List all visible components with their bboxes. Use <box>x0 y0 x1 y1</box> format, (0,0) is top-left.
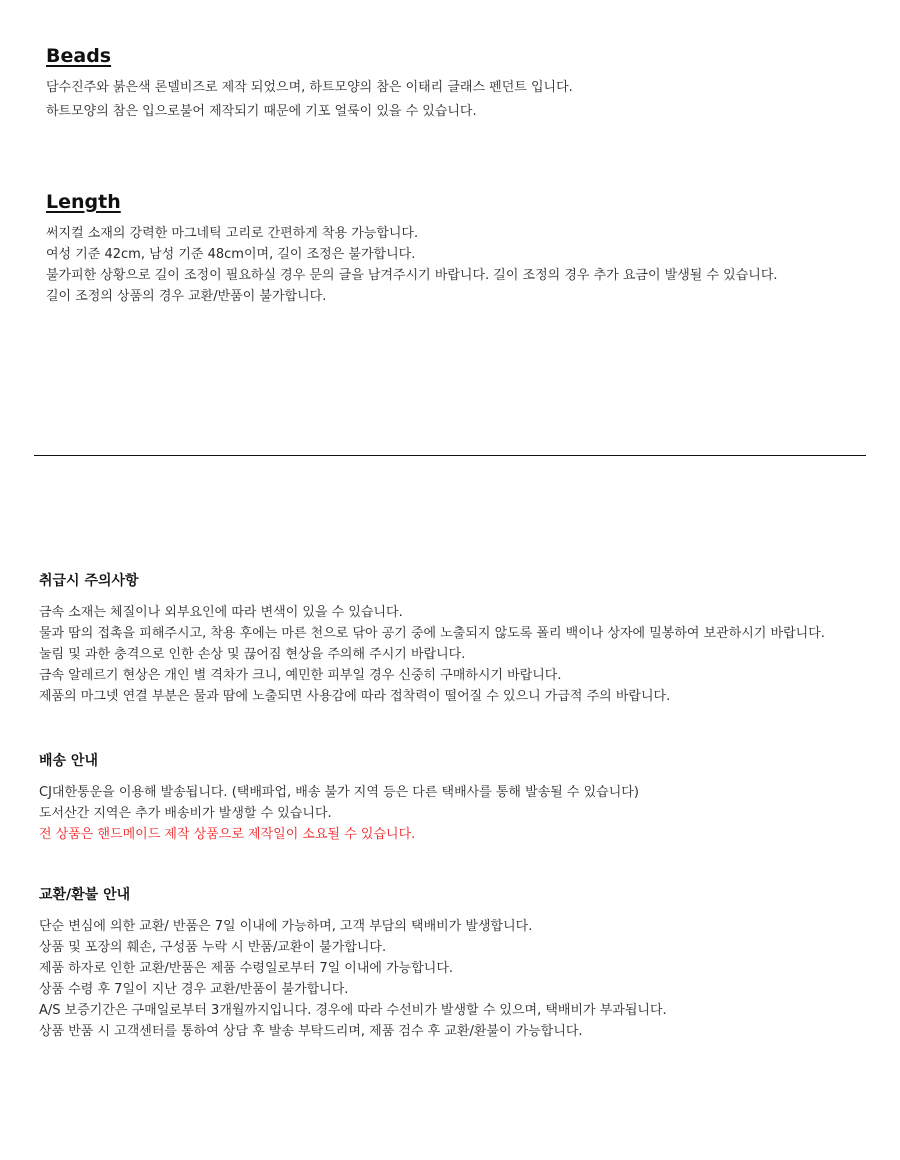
returns-line: 제품 하자로 인한 교환/반품은 제품 수령일로부터 7일 이내에 가능합니다. <box>39 961 454 976</box>
care-notice-line: 물과 땀의 접촉을 피해주시고, 착용 후에는 마른 천으로 닦아 공기 중에 노출되지 않도록 폴리 백이나 상자에 밀봉하여 보관하시기 바랍니다. <box>39 626 825 641</box>
returns-line: 상품 및 포장의 훼손, 구성품 누락 시 반품/교환이 불가합니다. <box>39 940 387 955</box>
care-notice-line: 금속 소재는 체질이나 외부요인에 따라 변색이 있을 수 있습니다. <box>39 605 403 620</box>
length-line: 써지컬 소재의 강력한 마그네틱 고리로 간편하게 착용 가능합니다. <box>46 226 419 241</box>
beads-line: 하트모양의 참은 입으로불어 제작되기 때문에 기포 얼룩이 있을 수 있습니다. <box>46 104 477 119</box>
beads-line: 담수진주와 붉은색 론델비즈로 제작 되었으며, 하트모양의 참은 이태리 글래스 펜던트 입니다. <box>46 80 573 95</box>
beads-heading: Beads <box>46 45 112 67</box>
returns-heading: 교환/환불 안내 <box>39 887 131 903</box>
beads-section <box>46 44 866 122</box>
length-line: 불가피한 상황으로 길이 조정이 필요하실 경우 문의 글을 남겨주시기 바랍니다. 길이 조정의 경우 추가 요금이 발생될 수 있습니다. <box>46 268 778 283</box>
section-divider <box>34 455 866 456</box>
care-notice-line: 제품의 마그넷 연결 부분은 물과 땀에 노출되면 사용감에 따라 접착력이 떨어질 수 있으니 가급적 주의 바랍니다. <box>39 689 671 704</box>
returns-line: A/S 보증기간은 구매일로부터 3개월까지입니다. 경우에 따라 수선비가 발생할 수 있으며, 택배비가 부과됩니다. <box>39 1003 667 1018</box>
length-line: 여성 기준 42cm, 남성 기준 48cm이며, 길이 조정은 불가합니다. <box>46 247 416 262</box>
care-notice-line: 눌림 및 과한 충격으로 인한 손상 및 끊어짐 현상을 주의해 주시기 바랍니다. <box>39 647 466 662</box>
shipping-line: CJ대한통운을 이용해 발송됩니다. (택배파업, 배송 불가 지역 등은 다른 택배사를 통해 발송될 수 있습니다) <box>39 785 639 800</box>
returns-line: 단순 변심에 의한 교환/ 반품은 7일 이내에 가능하며, 고객 부담의 택배비가 발생합니다. <box>39 919 533 934</box>
care-notice-section <box>39 571 869 707</box>
returns-line: 상품 수령 후 7일이 지난 경우 교환/반품이 불가합니다. <box>39 982 349 997</box>
care-notice-line: 금속 알레르기 현상은 개인 별 격차가 크니, 예민한 피부일 경우 신중히 구매하시기 바랍니다. <box>39 668 562 683</box>
care-notice-heading: 취급시 주의사항 <box>39 573 139 589</box>
returns-line: 상품 반품 시 고객센터를 통하여 상담 후 발송 부탁드리며, 제품 검수 후 교환/환불이 가능합니다. <box>39 1024 583 1039</box>
length-section <box>46 190 866 307</box>
shipping-heading: 배송 안내 <box>39 753 98 769</box>
shipping-line: 도서산간 지역은 추가 배송비가 발생할 수 있습니다. <box>39 806 332 821</box>
shipping-section <box>39 751 869 845</box>
length-heading: Length <box>46 191 121 213</box>
handmade-notice: 전 상품은 핸드메이드 제작 상품으로 제작일이 소요될 수 있습니다. <box>39 827 416 842</box>
returns-section <box>39 885 869 1042</box>
length-line: 길이 조정의 상품의 경우 교환/반품이 불가합니다. <box>46 289 327 304</box>
